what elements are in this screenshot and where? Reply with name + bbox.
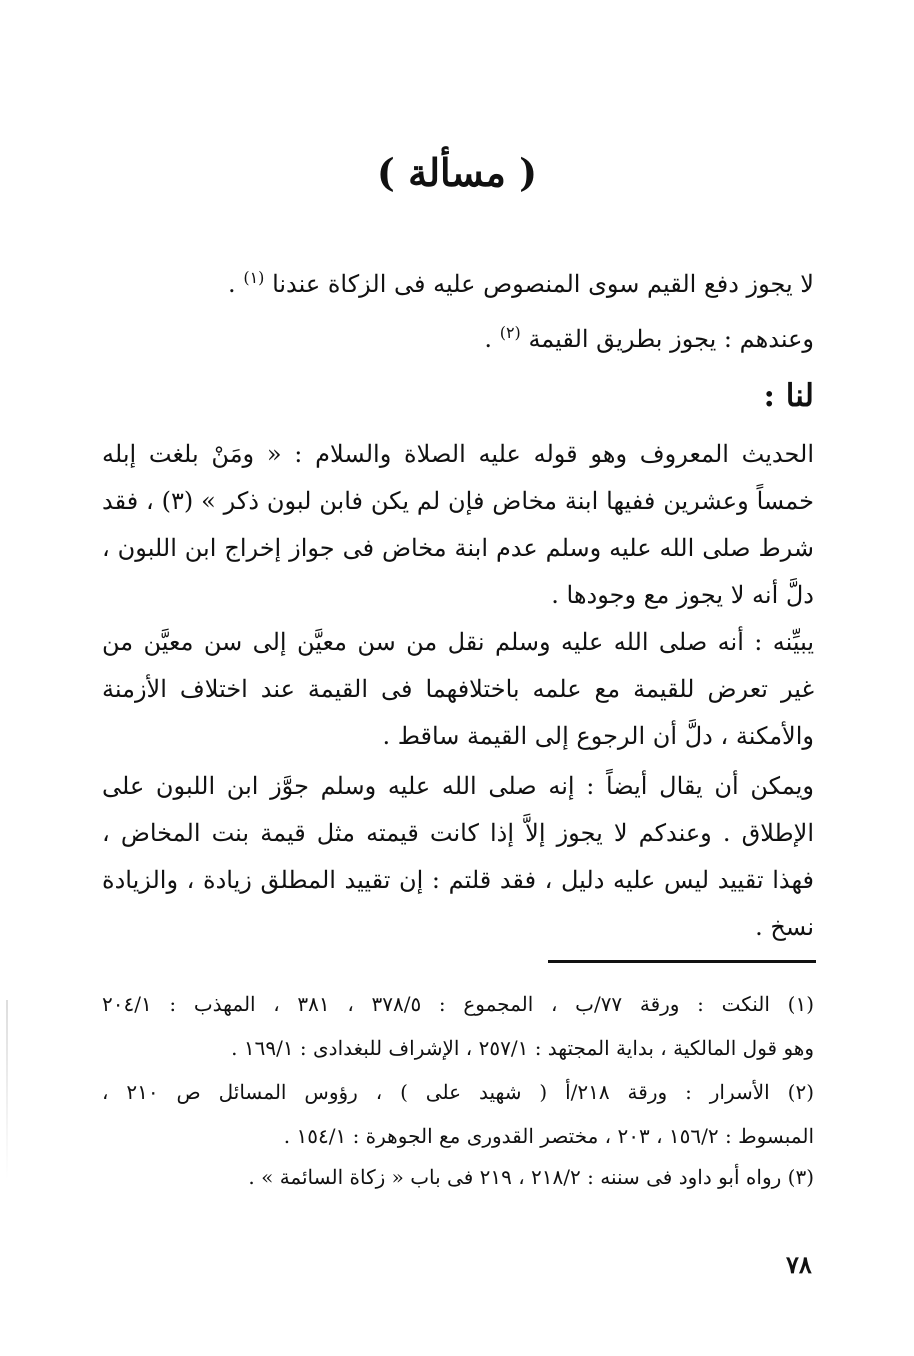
evidence-heading: لنا : xyxy=(763,378,814,414)
text-line xyxy=(102,270,814,298)
period: . xyxy=(228,270,236,298)
footnote-line: (١) النكت : ورقة ٧٧/ب ، المجموع : ٣٧٨/٥ ، ٣٨١ ، المهذب : ٢٠٤/١ xyxy=(102,992,814,1016)
opponent-view-text: وعندهم : يجوز بطريق القيمة xyxy=(528,325,814,353)
ruling-text: لا يجوز دفع القيم سوى المنصوص عليه فى الزكاة عندنا xyxy=(272,270,814,298)
text-line: خمساً وعشرين ففيها ابنة مخاض فإن لم يكن فابن لبون ذكر » (٣) ، فقد xyxy=(102,487,814,515)
text-line: شرط صلى الله عليه وسلم عدم ابنة مخاض فى جواز إخراج ابن اللبون ، xyxy=(102,534,814,562)
page-number: ٧٨ xyxy=(786,1250,812,1279)
footnote-line: (٢) الأسرار : ورقة ٢١٨/أ ( شهيد على ) ، رؤوس المسائل ص ٢١٠ ، xyxy=(102,1080,814,1104)
text-line: فهذا تقييد ليس عليه دليل ، فقد قلتم : إن تقييد المطلق زيادة ، والزيادة xyxy=(102,866,814,894)
text-line: نسخ . xyxy=(755,913,814,941)
text-line: الحديث المعروف وهو قوله عليه الصلاة والسلام : « ومَنْ بلغت إبله xyxy=(102,440,814,468)
section-title: ( مسألة ) xyxy=(376,150,538,195)
text-line xyxy=(102,325,814,353)
footnote-line: وهو قول المالكية ، بداية المجتهد : ٢٥٧/١ ، الإشراف للبغدادى : ١٦٩/١ . xyxy=(231,1036,814,1060)
text-line: والأمكنة ، دلَّ أن الرجوع إلى القيمة ساقط . xyxy=(382,722,814,750)
footnote-divider xyxy=(548,960,816,963)
scan-edge-mark xyxy=(6,1000,8,1180)
text-line: دلَّ أنه لا يجوز مع وجودها . xyxy=(551,581,814,609)
text-line: الإطلاق . وعندكم لا يجوز إلاَّ إذا كانت قيمته مثل قيمة بنت المخاض ، xyxy=(102,819,814,847)
period: . xyxy=(484,325,493,353)
footnote-ref: (١) xyxy=(243,268,265,287)
text-line: غير تعرض للقيمة مع علمه باختلافهما فى القيمة عند اختلاف الأزمنة xyxy=(102,675,814,703)
text-line: يبيِّنه : أنه صلى الله عليه وسلم نقل من سن معيَّن إلى سن معيَّن من xyxy=(102,628,814,656)
text-line: ويمكن أن يقال أيضاً : إنه صلى الله عليه وسلم جوَّز ابن اللبون على xyxy=(102,772,814,800)
footnote-line: المبسوط : ١٥٦/٢ ، ٢٠٣ ، مختصر القدورى مع الجوهرة : ١٥٤/١ . xyxy=(283,1124,814,1148)
footnote-ref: (٢) xyxy=(499,323,521,342)
footnote-line: (٣) رواه أبو داود فى سننه : ٢١٨/٢ ، ٢١٩ فى باب « زكاة السائمة » . xyxy=(248,1165,814,1189)
